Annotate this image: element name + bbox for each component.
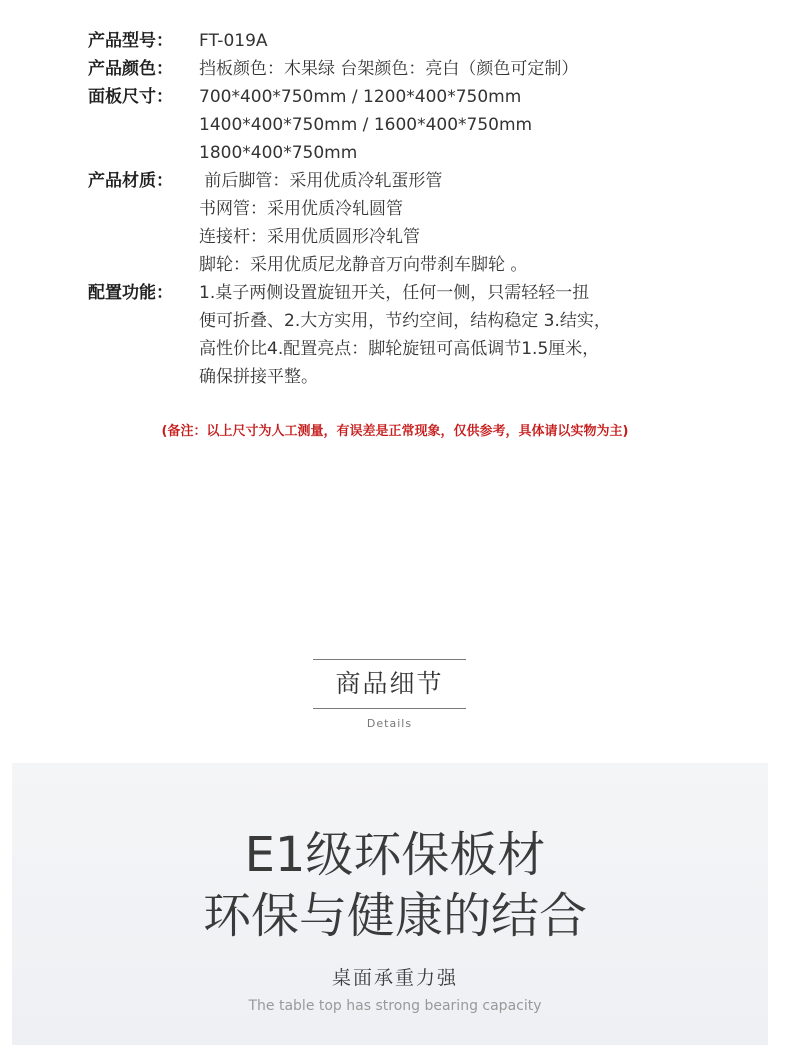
spec-line: 700*400*750mm / 1200*400*750mm [199,87,522,107]
spec-row-features [88,279,768,391]
spec-value [199,83,768,167]
spec-line: 便可折叠、2.大方实用，节约空间，结构稳定 3.结实， [199,311,611,331]
measurement-note: (备注：以上尺寸为人工测量，有误差是正常现象，仅供参考，具体请以实物为主) [161,424,629,439]
spec-line: FT-019A [199,31,268,51]
spec-line: 前后脚管：采用优质冷轧蛋形管 [199,171,443,191]
spec-line: 1400*400*750mm / 1600*400*750mm [199,115,533,135]
spec-row-model [88,27,768,55]
spec-line: 书网管：采用优质冷轧圆管 [199,199,403,219]
spec-line: 高性价比4.配置亮点：脚轮旋钮可高低调节1.5厘米， [199,339,600,359]
spec-value [199,27,768,55]
spec-value [199,55,768,83]
spec-label: 产品材质： [88,171,173,191]
banner-headline-1: E1级环保板材 [244,827,546,883]
spec-line: 1.桌子两侧设置旋钮开关，任何一侧，只需轻轻一扭 [199,283,590,303]
spec-value [199,167,768,279]
section-title: 商品细节 [335,669,444,698]
spec-row-size [88,83,768,167]
spec-value [199,279,768,391]
spec-row-material [88,167,768,279]
section-header-details [313,659,466,730]
spec-line: 1800*400*750mm [199,143,358,163]
spec-row-color [88,55,768,83]
spec-line: 脚轮：采用优质尼龙静音万向带刹车脚轮 。 [199,255,528,275]
spec-label: 配置功能： [88,283,173,303]
spec-line: 连接杆：采用优质圆形冷轧管 [199,227,420,247]
spec-line: 确保拼接平整。 [199,367,318,387]
spec-list [88,27,768,391]
section-subtitle: Details [366,717,413,730]
spec-label: 产品颜色： [88,59,173,79]
spec-label: 面板尺寸： [88,87,173,107]
banner-headline-2: 环保与健康的结合 [202,888,587,944]
spec-label: 产品型号： [88,31,173,51]
spec-line: 挡板颜色：木果绿 台架颜色：亮白（颜色可定制） [199,59,579,79]
banner-caption-en: The table top has strong bearing capacity [248,998,542,1014]
banner-caption-cn: 桌面承重力强 [331,967,458,989]
divider [313,708,466,709]
